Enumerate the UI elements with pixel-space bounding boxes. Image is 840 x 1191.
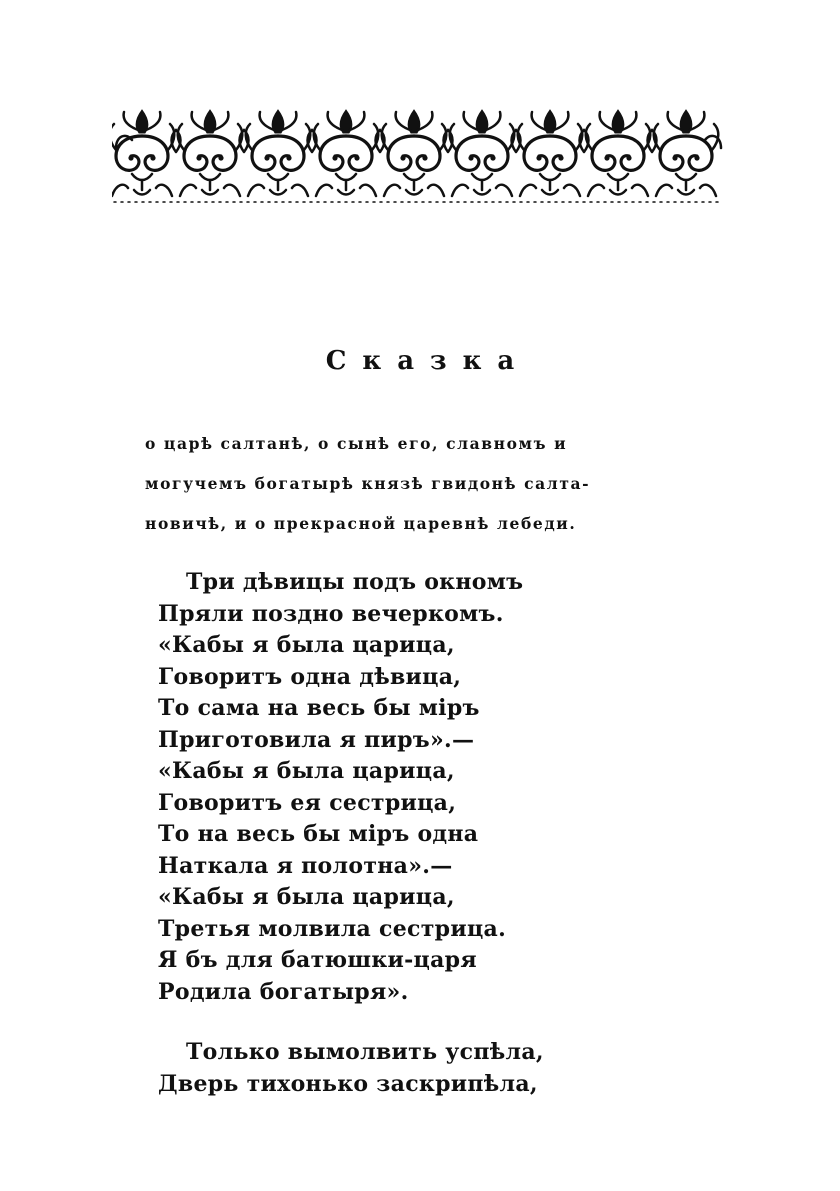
subtitle — [145, 424, 705, 544]
stanza-2 — [158, 1037, 544, 1100]
verse-line: То на весь бы міръ одна — [158, 821, 479, 847]
verse-line: «Кабы я была царица, — [158, 632, 455, 658]
verse-line: Пряли поздно вечеркомъ. — [158, 600, 504, 627]
scroll-ornament-icon — [112, 100, 725, 208]
subtitle-line: новичѣ, и о прекрасной царевнѣ лебеди. — [145, 514, 577, 533]
verse-line: «Кабы я была царица, — [158, 884, 455, 910]
verse-line: «Кабы я была царица, — [158, 758, 455, 784]
subtitle-line: о царѣ салтанѣ, о сынѣ его, славномъ и — [145, 434, 568, 453]
verse-line: То сама на весь бы міръ — [158, 695, 480, 721]
subtitle-line: могучемъ богатырѣ князѣ гвидонѣ салта- — [145, 474, 591, 493]
verse-line: Родила богатыря». — [158, 978, 409, 1005]
stanza-1 — [158, 567, 523, 1008]
verse-line: Три дѣвицы подъ окномъ — [186, 569, 524, 595]
verse-line: Наткала я полотна».— — [158, 852, 453, 879]
page-title: Сказка — [325, 346, 531, 376]
verse-line: Приготовила я пиръ».— — [158, 726, 475, 753]
verse-line: Я бъ для батюшки-царя — [158, 947, 477, 973]
verse-line: Говоритъ ея сестрица, — [158, 789, 457, 816]
verse-line: Дверь тихонько заскрипѣла, — [158, 1070, 538, 1097]
verse-line: Говоритъ одна дѣвица, — [158, 663, 462, 690]
verse-line: Третья молвила сестрица. — [158, 915, 507, 942]
verse-line: Только вымолвить успѣла, — [186, 1039, 544, 1065]
